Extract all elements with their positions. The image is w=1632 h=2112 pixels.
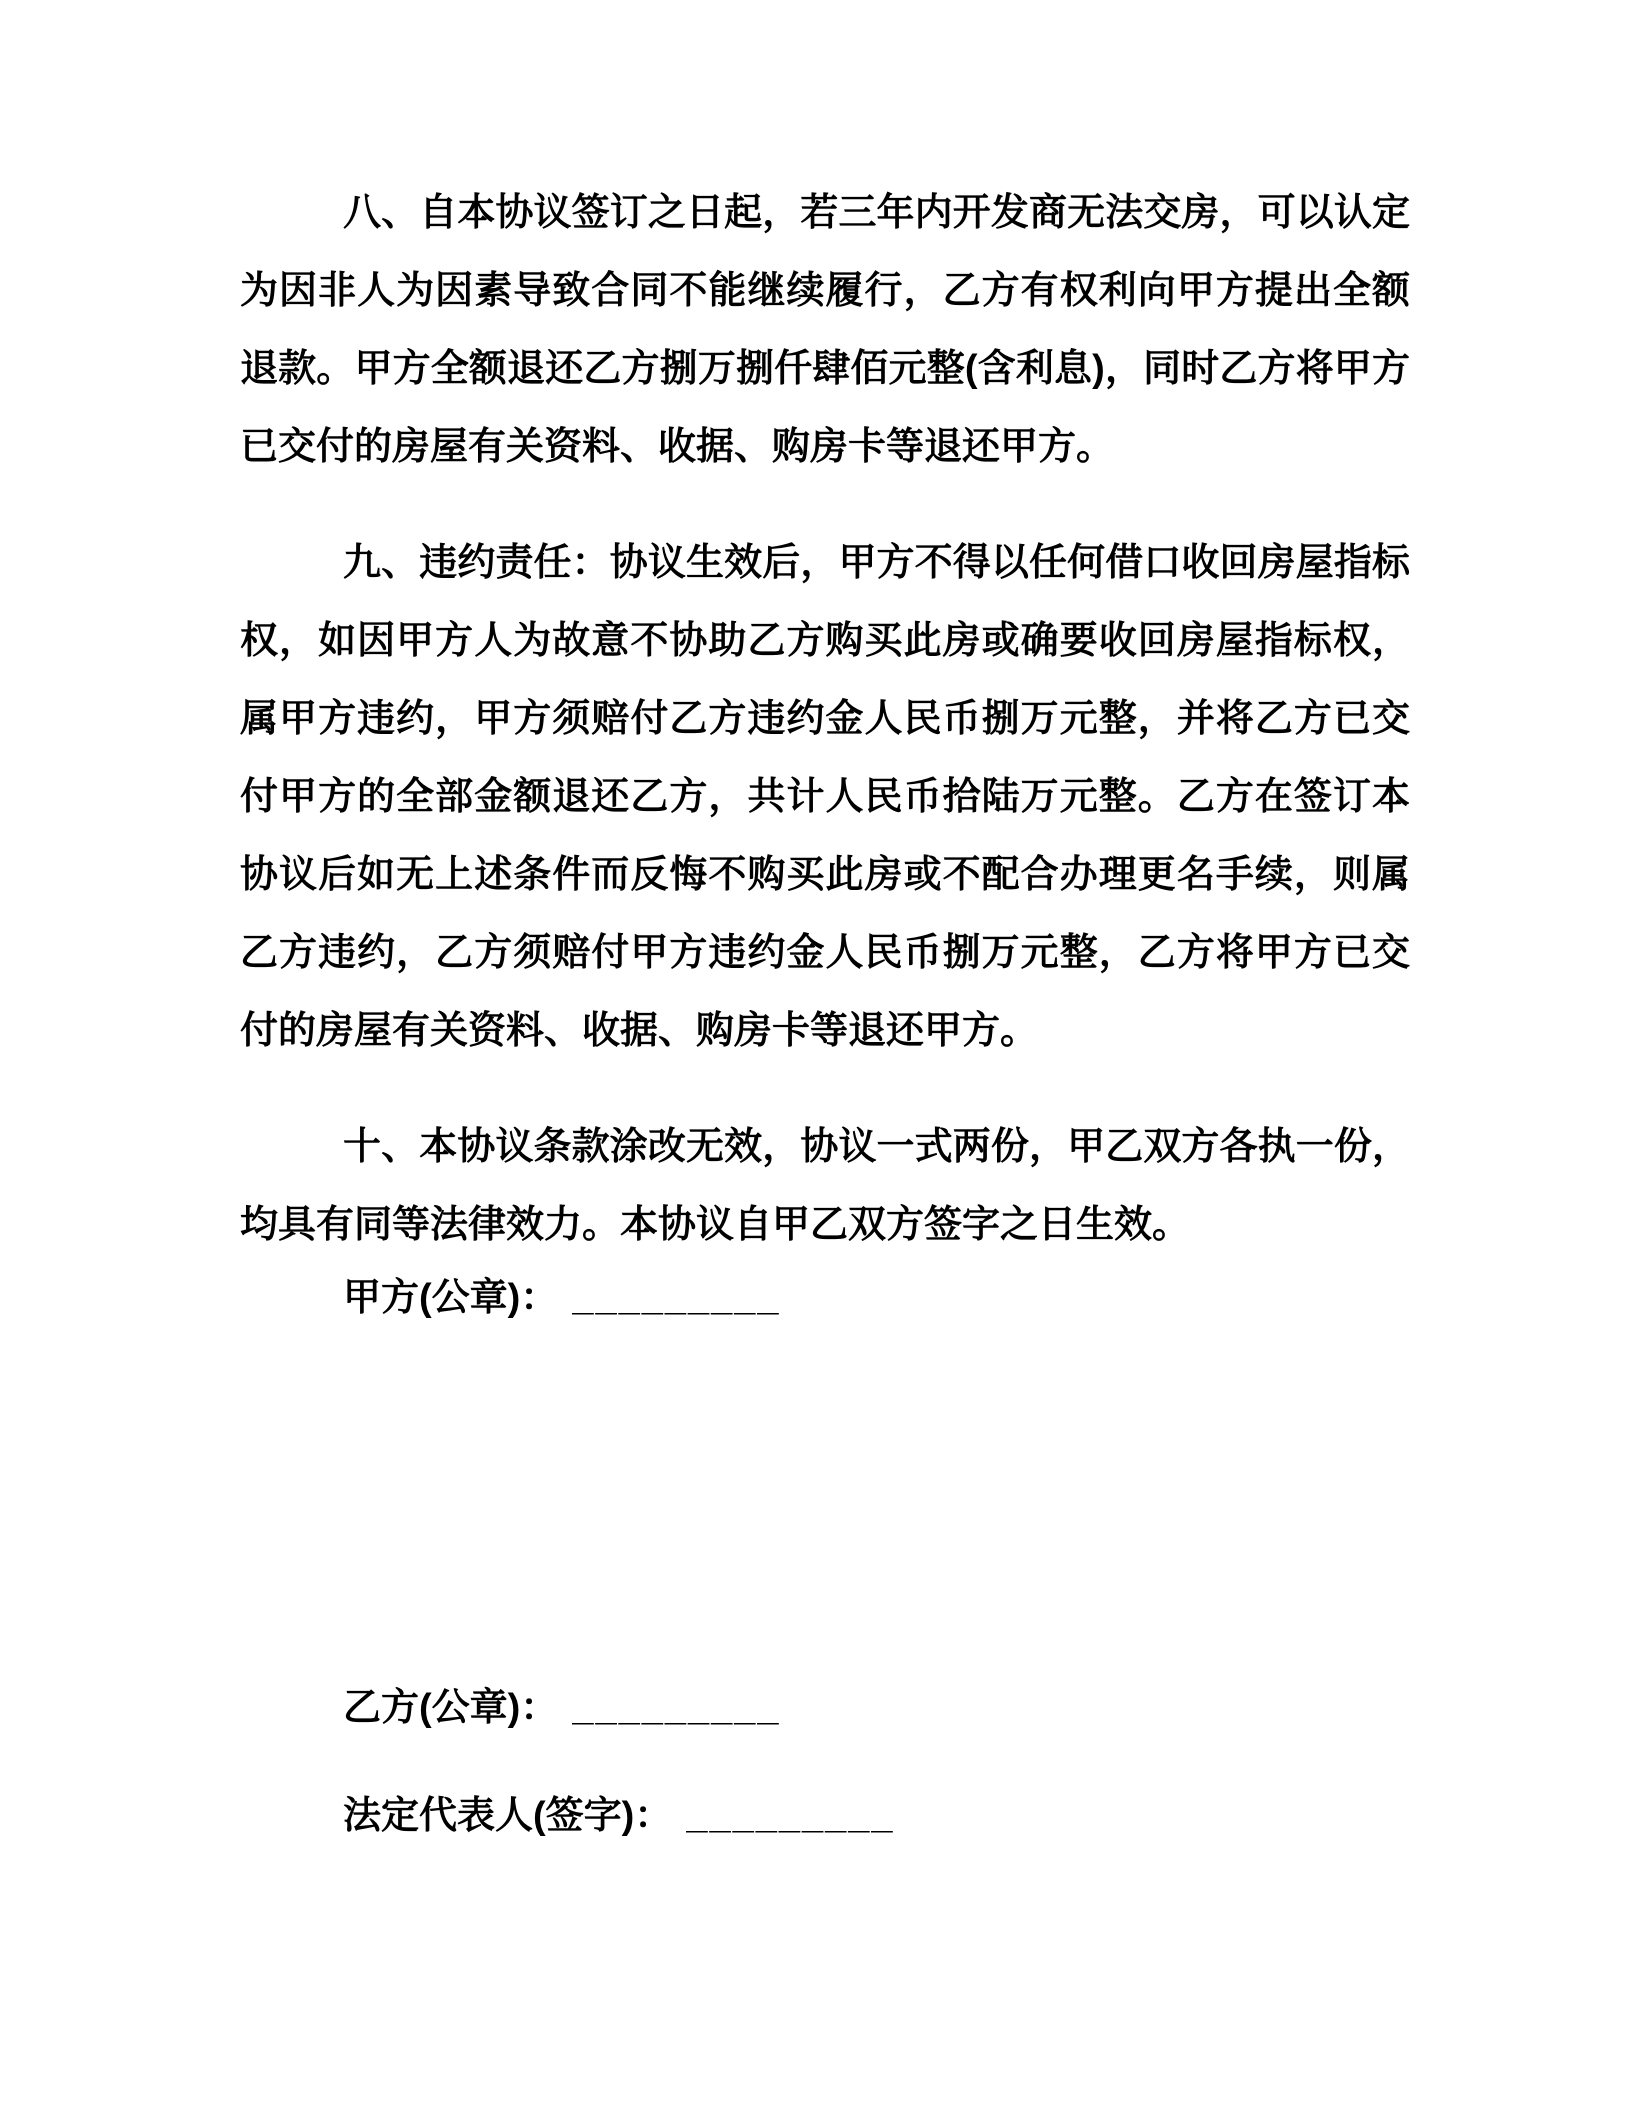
party-b-seal-blank: _________ [572,1687,781,1729]
party-b-seal-line [343,1678,781,1738]
legal-representative-signature-label: 法定代表人(签字)： [343,1795,673,1837]
legal-representative-signature-blank: _________ [686,1795,895,1837]
clause-8-paragraph: 八、自本协议签订之日起，若三年内开发商无法交房，可以认定为因非人为因素导致合同不能继续履行，乙方有权利向甲方提出全额退款。甲方全额退还乙方捌万捌仟肆佰元整(含利息)，同时乙方将甲方已交付的房屋有关资料、收据、购房卡等退还甲方。 [240,192,1410,468]
party-a-seal-label: 甲方(公章)： [343,1277,559,1319]
contract-body [240,174,1410,1302]
party-a-seal-blank: _________ [572,1277,781,1319]
party-b-seal-label: 乙方(公章)： [343,1687,559,1729]
clause-10-paragraph: 十、本协议条款涂改无效，协议一式两份，甲乙双方各执一份，均具有同等法律效力。本协议自甲乙双方签字之日生效。 [240,1126,1410,1246]
party-a-seal-line [343,1268,781,1328]
legal-representative-signature-line [343,1786,895,1846]
clause-9-paragraph: 九、违约责任：协议生效后，甲方不得以任何借口收回房屋指标权，如因甲方人为故意不协助乙方购买此房或确要收回房屋指标权，属甲方违约，甲方须赔付乙方违约金人民币捌万元整，并将乙方已交付甲方的全部金额退还乙方，共计人民币拾陆万元整。乙方在签订本协议后如无上述条件而反悔不购买此房或不配合办理更名手续，则属乙方违约，乙方须赔付甲方违约金人民币捌万元整，乙方将甲方已交付的房屋有关资料、收据、购房卡等退还甲方。 [240,542,1410,1052]
